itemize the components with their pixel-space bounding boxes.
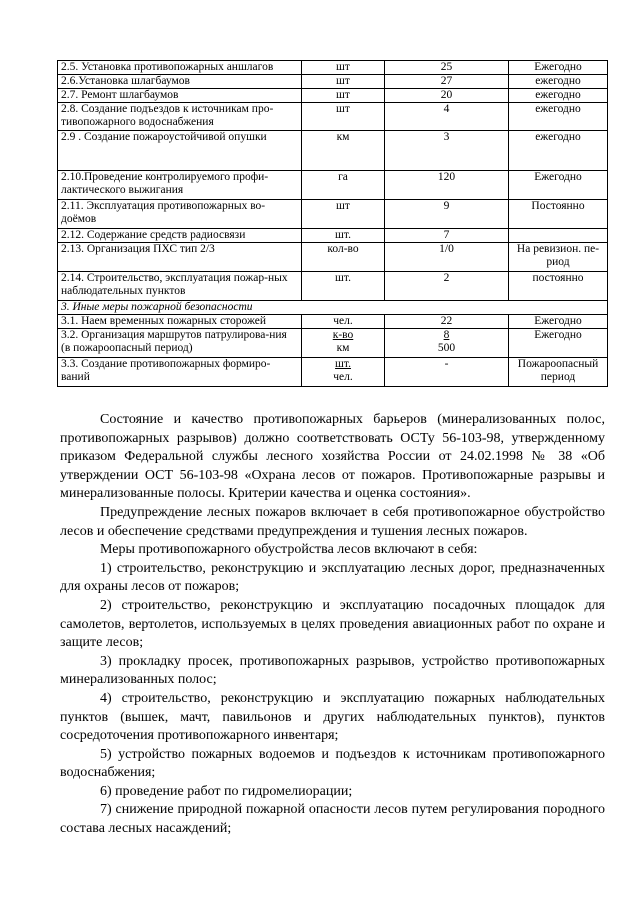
quantity-cell: 22 [385, 315, 509, 329]
quantity-km: 500 [437, 342, 456, 354]
period-cell: ежегодно [509, 131, 608, 171]
period-cell: постоянно [509, 272, 608, 301]
unit-pieces: шт. [335, 358, 351, 370]
quantity-cell: 25 [385, 61, 509, 75]
unit-cell [302, 329, 385, 358]
period-cell [509, 229, 608, 243]
unit-cell: шт [302, 61, 385, 75]
body-text [60, 411, 605, 839]
table-row [58, 229, 608, 243]
table-row [58, 272, 608, 301]
table-row [58, 200, 608, 229]
period-cell: На ревизион. пе-риод [509, 243, 608, 272]
quantity-cell [385, 329, 509, 358]
paragraph: Предупреждение лесных пожаров включает в себя противопожарное обустройство лесов и обеспечение средствами предупреждения и тушения лесных пожаров. [60, 504, 605, 539]
measure-name: 3.2. Организация маршрутов патрулирова-ния (в пожароопасный период) [58, 329, 302, 358]
unit-count: к-во [332, 329, 354, 341]
section-title: 3. Иные меры пожарной безопасности [58, 301, 608, 315]
measure-name: 2.14. Строительство, эксплуатация пожар-ных наблюдательных пунктов [58, 272, 302, 301]
measure-name: 3.1. Наем временных пожарных сторожей [58, 315, 302, 329]
table-row [58, 171, 608, 200]
unit-people: чел. [333, 371, 353, 383]
list-item: 1) строительство, реконструкцию и эксплуатацию лесных дорог, предназначенных для охраны лесов от пожаров; [60, 560, 605, 595]
unit-cell: шт. [302, 272, 385, 301]
list-item: 4) строительство, реконструкцию и эксплуатацию пожарных наблюдательных пунктов (вышек, мачт, павильонов и других наблюдательных пунктов), пунктов сосредоточения противопожарного инвентаря; [60, 690, 605, 744]
list-item: 2) строительство, реконструкцию и эксплуатацию посадочных площадок для самолетов, вертолетов, используемых в целях проведения авиационных работ по охране и защите лесов; [60, 597, 605, 651]
quantity-routes: 8 [443, 329, 450, 341]
quantity-cell: 27 [385, 75, 509, 89]
period-cell: Ежегодно [509, 61, 608, 75]
quantity-cell: 2 [385, 272, 509, 301]
period-cell: ежегодно [509, 75, 608, 89]
quantity-cell: 3 [385, 131, 509, 171]
measure-name: 2.8. Создание подъездов к источникам про-тивопожарного водоснабжения [58, 103, 302, 131]
measure-name: 2.5. Установка противопожарных аншлагов [58, 61, 302, 75]
unit-cell: кол-во [302, 243, 385, 272]
quantity-cell: 20 [385, 89, 509, 103]
measure-name: 2.13. Организация ПХС тип 2/3 [58, 243, 302, 272]
section-row [58, 301, 608, 315]
measure-name: 2.12. Содержание средств радиосвязи [58, 229, 302, 243]
list-item: 3) прокладку просек, противопожарных разрывов, устройство противопожарных минерализованных полос; [60, 653, 605, 688]
table-row [58, 131, 608, 171]
quantity-cell: 9 [385, 200, 509, 229]
unit-cell: чел. [302, 315, 385, 329]
unit-cell: км [302, 131, 385, 171]
table-row [58, 329, 608, 358]
table-row [58, 103, 608, 131]
period-cell: ежегодно [509, 89, 608, 103]
period-cell: Ежегодно [509, 315, 608, 329]
unit-cell: шт [302, 200, 385, 229]
fire-measures-table [57, 60, 608, 387]
period-cell: Ежегодно [509, 329, 608, 358]
measure-name: 2.10.Проведение контролируемого профи-лактического выжигания [58, 171, 302, 200]
list-item: 7) снижение природной пожарной опасности лесов путем регулирования породного состава лесных насаждений; [60, 802, 605, 837]
unit-cell: шт [302, 75, 385, 89]
table-row [58, 358, 608, 387]
unit-cell [302, 358, 385, 387]
quantity-cell: 1/0 [385, 243, 509, 272]
unit-cell: шт [302, 103, 385, 131]
quantity-cell: - [385, 358, 509, 387]
table-row [58, 315, 608, 329]
table-row [58, 75, 608, 89]
measure-name: 2.11. Эксплуатация противопожарных во-доёмов [58, 200, 302, 229]
period-cell: Ежегодно [509, 171, 608, 200]
unit-km: км [336, 342, 350, 354]
paragraph: Состояние и качество противопожарных барьеров (минерализованных полос, противопожарных разрывов) должно соответствовать ОСТу 56-103-98, утвержденному приказом Федеральной службы лесного хозяйства России от 24.02.1998 № 38 «Об утверждении ОСТ 56-103-98 «Охрана лесов от пожаров. Противопожарные разрывы и минерализованные полосы. Критерии качества и оценка состояния». [60, 412, 605, 502]
unit-cell: шт [302, 89, 385, 103]
paragraph: Меры противопожарного обустройства лесов включают в себя: [100, 542, 478, 558]
measure-name: 3.3. Создание противопожарных формиро-ваний [58, 358, 302, 387]
quantity-cell: 120 [385, 171, 509, 200]
measure-name: 2.6.Установка шлагбаумов [58, 75, 302, 89]
period-cell: Постоянно [509, 200, 608, 229]
unit-cell: га [302, 171, 385, 200]
table-row [58, 61, 608, 75]
quantity-cell: 7 [385, 229, 509, 243]
table-row [58, 89, 608, 103]
period-cell: ежегодно [509, 103, 608, 131]
quantity-cell: 4 [385, 103, 509, 131]
measure-name: 2.9 . Создание пожароустойчивой опушки [58, 131, 302, 171]
period-cell: Пожароопасный период [509, 358, 608, 387]
list-item: 6) проведение работ по гидромелиорации; [100, 783, 353, 799]
table-row [58, 243, 608, 272]
list-item: 5) устройство пожарных водоемов и подъездов к источникам противопожарного водоснабжения; [60, 746, 605, 781]
measure-name: 2.7. Ремонт шлагбаумов [58, 89, 302, 103]
unit-cell: шт. [302, 229, 385, 243]
